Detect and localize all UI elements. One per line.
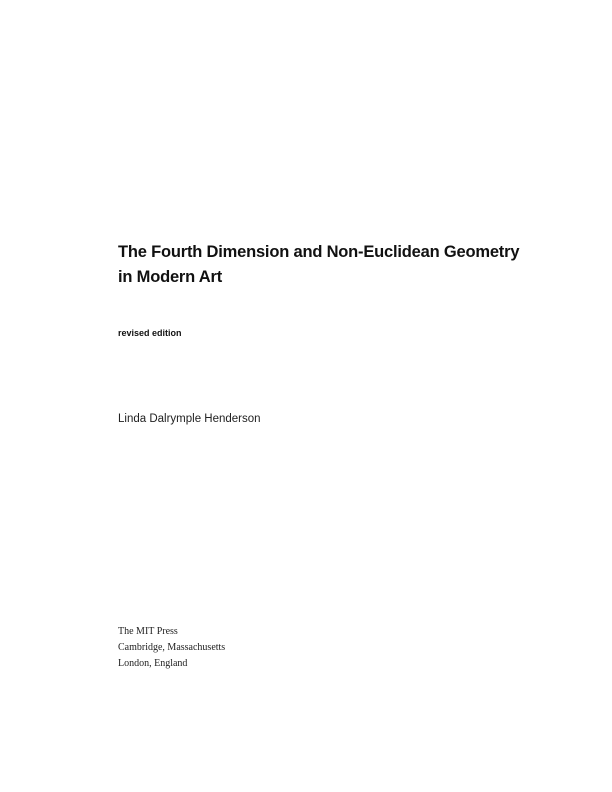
publisher-city-2: London, England [118, 658, 188, 669]
publisher-name: The MIT Press [118, 626, 178, 637]
publisher-imprint [118, 624, 225, 672]
publisher-city-1: Cambridge, Massachusetts [118, 642, 226, 653]
edition-label: revised edition [118, 328, 182, 338]
book-title-line-1: The Fourth Dimension and Non-Euclidean Geometry [118, 243, 520, 261]
book-title [118, 240, 578, 290]
book-title-line-2: in Modern Art [118, 268, 223, 286]
author-name: Linda Dalrymple Henderson [118, 413, 261, 425]
